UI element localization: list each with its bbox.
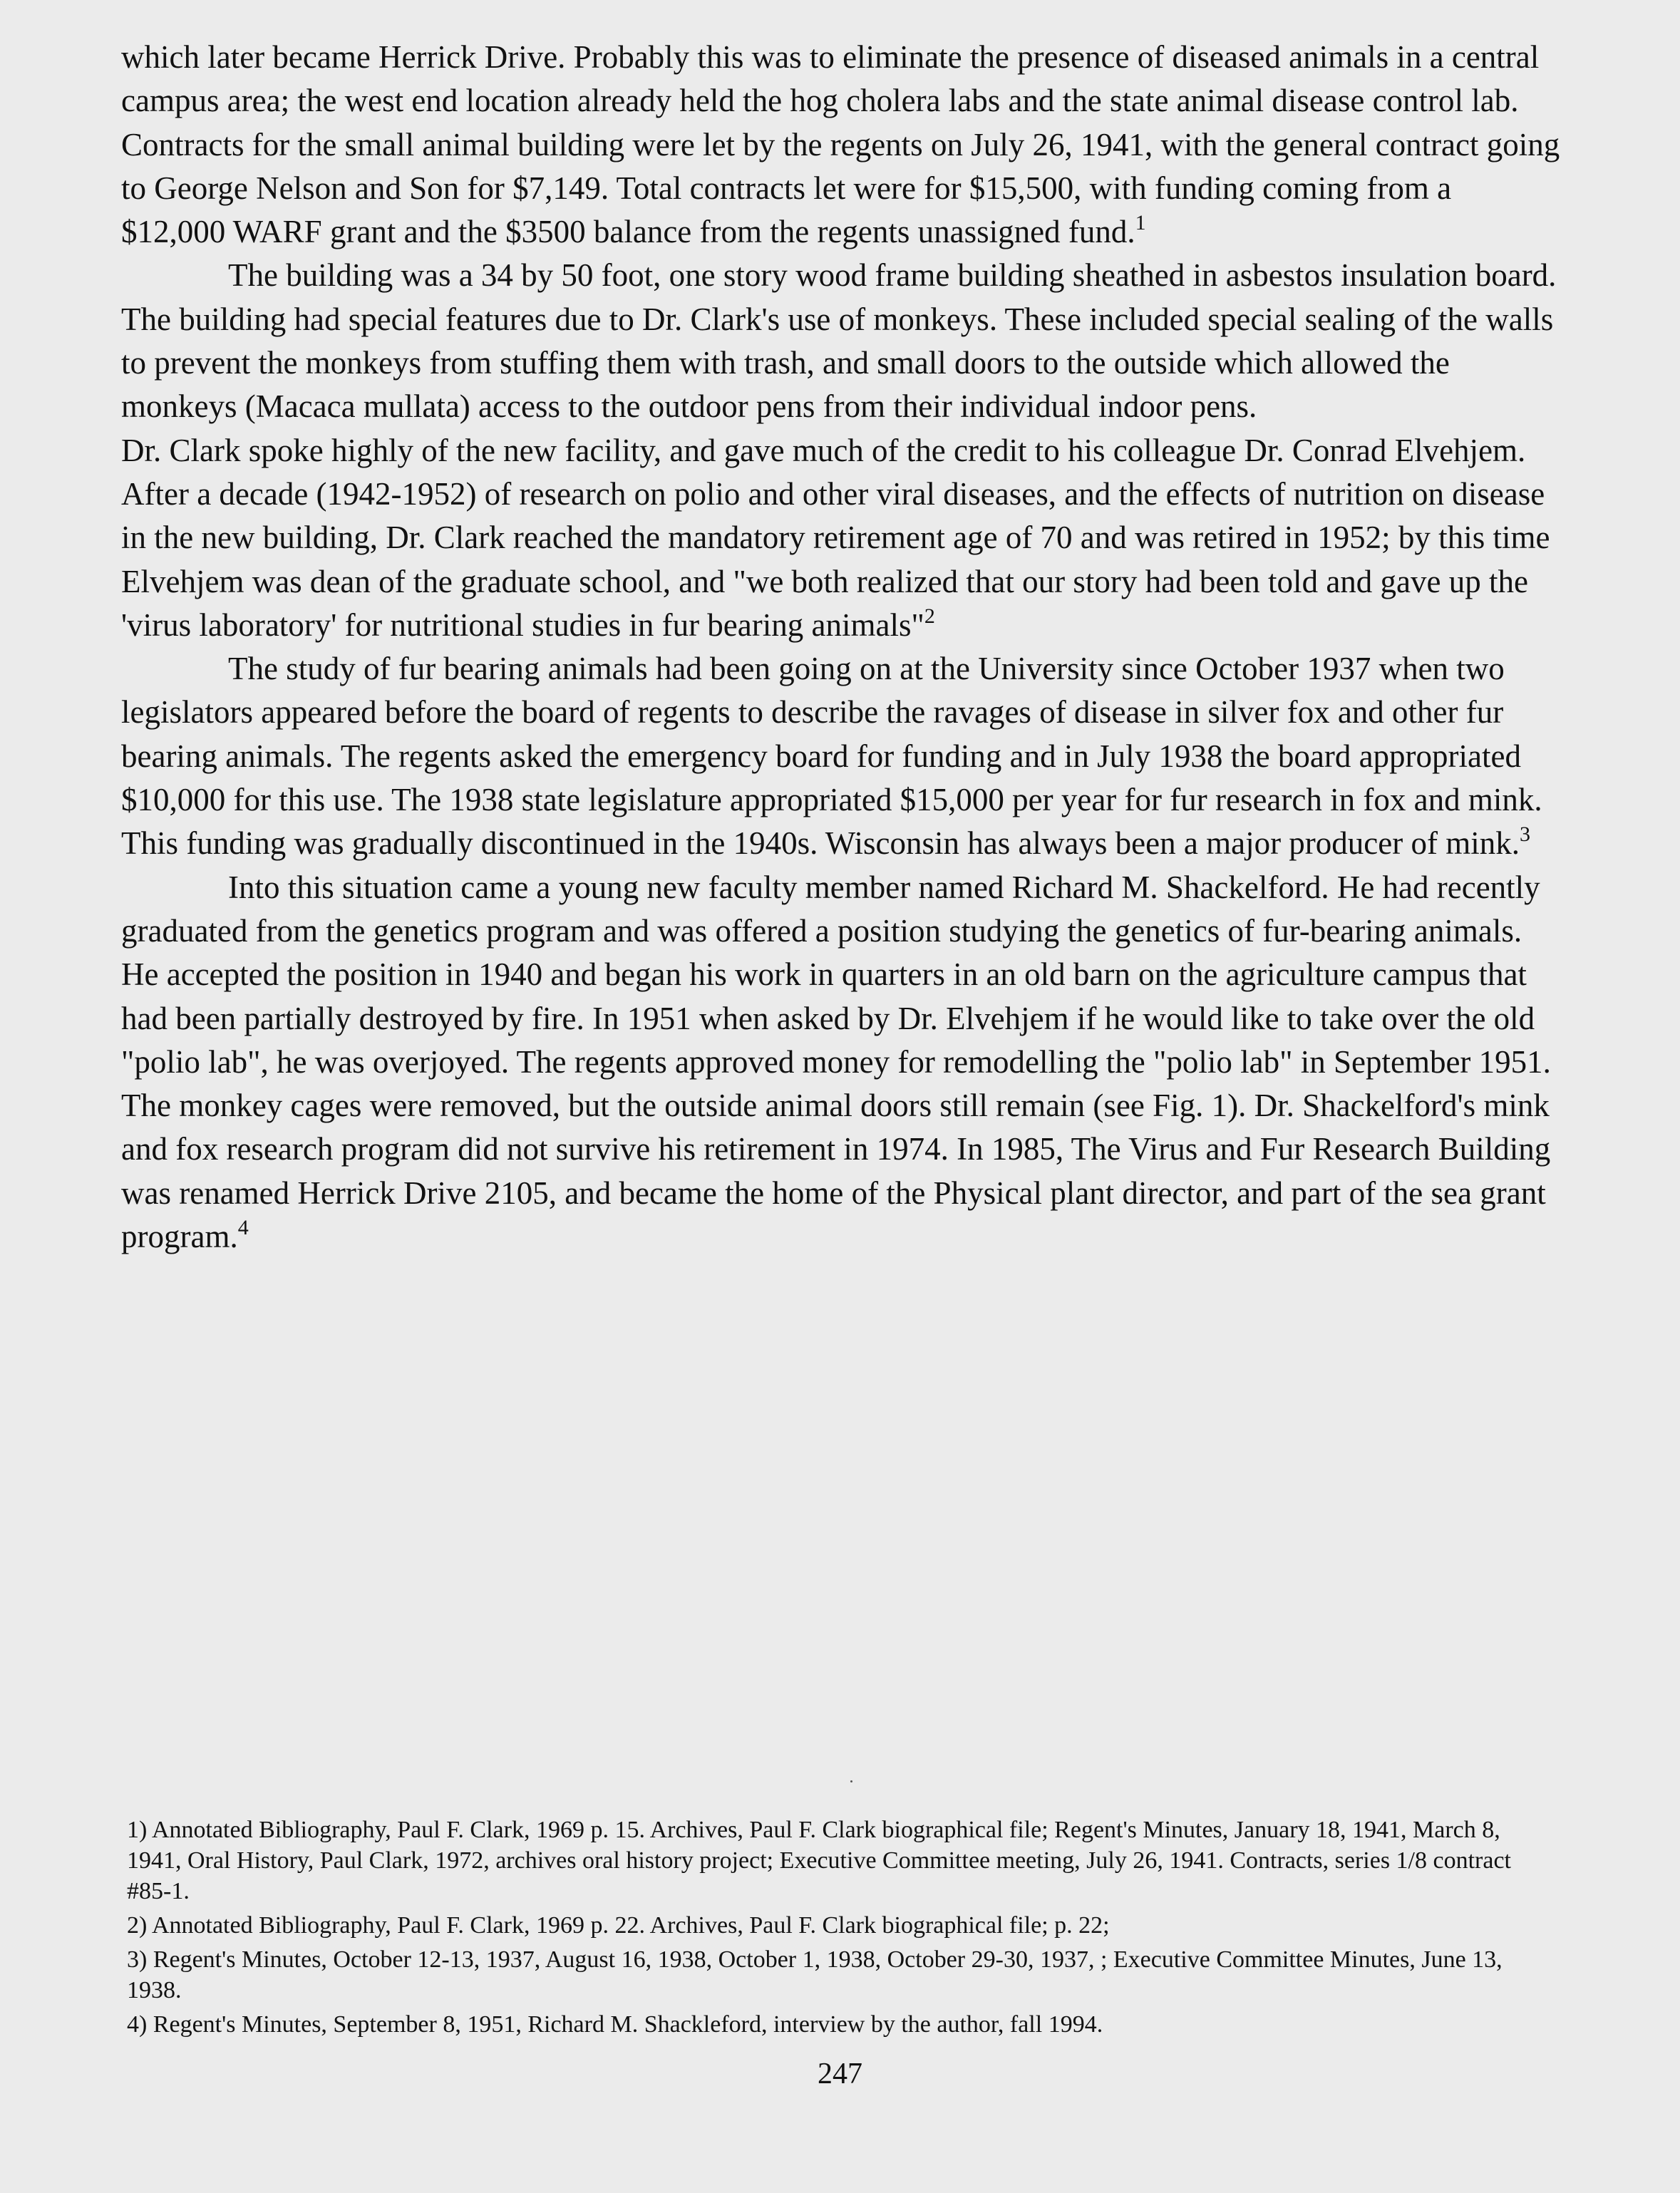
footnote-ref-2: 2: [924, 604, 935, 628]
paragraph-text: The building was a 34 by 50 foot, one story wood frame building sheathed in asbestos insulation board. The building had special features due to Dr. Clark's use of monkeys. These included special sealing of the walls to prevent the monkeys from stuffing them with trash, and small doors to the outside which allowed the monkeys (Macaca mullata) access to the outdoor pens from their individual indoor pens.: [121, 257, 1557, 425]
body-text: [121, 36, 1561, 1259]
paragraph-text: which later became Herrick Drive. Probably this was to eliminate the presence of diseased animals in a central campus area; the west end location already held the hog cholera labs and the state animal disease control lab. Contracts for the small animal building were let by the regents on July 26, 1941, with the general contract going to George Nelson and Son for $7,149. Total contracts let were for $15,500, with funding coming from a $12,000 WARF grant and the $3500 balance from the regents unassigned fund.: [121, 39, 1560, 250]
footnote-ref-3: 3: [1519, 822, 1530, 847]
paragraph-text: Dr. Clark spoke highly of the new facility, and gave much of the credit to his colleague Dr. Conrad Elvehjem. After a decade (1942-1952) of research on polio and other viral diseases, and the effects of nutrition on disease in the new building, Dr. Clark reached the mandatory retirement age of 70 and was retired in 1952; by this time Elvehjem was dean of the graduate school, and "we both realized that our story had been told and gave up the 'virus laboratory' for nutritional studies in fur bearing animals": [121, 432, 1550, 643]
footnotes: [127, 1815, 1560, 2043]
footnote-1: 1) Annotated Bibliography, Paul F. Clark, 1969 p. 15. Archives, Paul F. Clark biographical file; Regent's Minutes, January 18, 1941, March 8, 1941, Oral History, Paul Clark, 1972, archives oral history project; Executive Committee meeting, July 26, 1941. Contracts, series 1/8 contract #85-1.: [127, 1817, 1511, 1904]
paragraph-4: [121, 647, 1561, 865]
paragraph-3: [121, 429, 1561, 647]
footnote-4: 4) Regent's Minutes, September 8, 1951, Richard M. Shackleford, interview by the author, fall 1994.: [127, 2011, 1103, 2038]
paragraph-1: [121, 36, 1561, 254]
paragraph-text: Into this situation came a young new faculty member named Richard M. Shackelford. He had recently graduated from the genetics program and was offered a position studying the genetics of fur-bearing animals. He accepted the position in 1940 and began his work in quarters in an old barn on the agriculture campus that had been partially destroyed by fire. In 1951 when asked by Dr. Elvehjem if he would like to take over the old "polio lab", he was overjoyed. The regents approved money for remodelling the "polio lab" in September 1951. The monkey cages were removed, but the outside animal doors still remain (see Fig. 1). Dr. Shackelford's mink and fox research program did not survive his retirement in 1974. In 1985, The Virus and Fur Research Building was renamed Herrick Drive 2105, and became the home of the Physical plant director, and part of the sea grant program.: [121, 869, 1551, 1255]
paragraph-5: [121, 866, 1561, 1259]
footnote-3: 3) Regent's Minutes, October 12-13, 1937, August 16, 1938, October 1, 1938, October 29-30, 1937, ; Executive Committee Minutes, June 13, 1938.: [127, 1946, 1503, 2003]
footnote-ref-4: 4: [237, 1216, 249, 1240]
paragraph-text: The study of fur bearing animals had been going on at the University since October 1937 when two legislators appeared before the board of regents to describe the ravages of disease in silver fox and other fur bearing animals. The regents asked the emergency board for funding and in July 1938 the board appropriated $10,000 for this use. The 1938 state legislature appropriated $15,000 per year for fur research in fox and mink. This funding was gradually discontinued in the 1940s. Wisconsin has always been a major producer of mink.: [121, 651, 1542, 862]
footnote-2: 2) Annotated Bibliography, Paul F. Clark, 1969 p. 22. Archives, Paul F. Clark biographical file; p. 22;: [127, 1912, 1110, 1939]
scan-speck: [850, 1780, 852, 1782]
page-number: 247: [818, 2058, 862, 2090]
paragraph-2: [121, 254, 1561, 428]
footnote-ref-1: 1: [1135, 211, 1146, 235]
